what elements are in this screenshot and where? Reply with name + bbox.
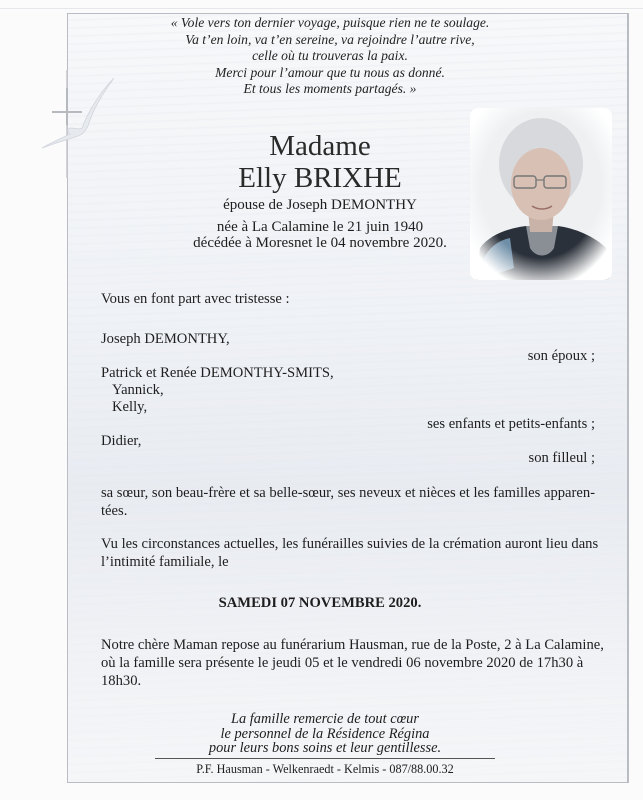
poem-line: Merci pour l’amour que tu nous as donné. bbox=[215, 64, 445, 80]
funeral-line: l’intimité familiale, le bbox=[101, 554, 229, 570]
poem-line: Et tous les moments partagés. » bbox=[243, 81, 417, 96]
spouse-line: épouse de Joseph DEMONTHY bbox=[223, 197, 417, 213]
top-rule bbox=[0, 8, 643, 9]
portrait-illustration bbox=[470, 108, 612, 280]
funeral-home: P.F. Hausman - Welkenraedt - Kelmis - 087/88.00.32 bbox=[196, 762, 454, 776]
deceased-name: Elly BRIXHE bbox=[238, 162, 402, 194]
relation-label: son époux ; bbox=[527, 348, 595, 364]
portrait-photo bbox=[470, 108, 612, 280]
relation-name: Joseph DEMONTHY, bbox=[101, 331, 230, 347]
footer-divider bbox=[155, 758, 495, 759]
deceased-title: Madame bbox=[269, 130, 371, 162]
thanks-line: La famille remercie de tout cœur bbox=[231, 711, 419, 727]
relation-name: Patrick et Renée DEMONTHY-SMITS, bbox=[101, 365, 334, 381]
relation-label: son filleul ; bbox=[528, 450, 595, 466]
funeral-date: SAMEDI 07 NOVEMBRE 2020. bbox=[218, 595, 422, 611]
relation-name: Kelly, bbox=[112, 399, 148, 415]
relation-label: ses enfants et petits-enfants ; bbox=[427, 416, 595, 432]
seagull-icon bbox=[18, 72, 128, 172]
visitation-line: Notre chère Maman repose au funérarium Hausman, rue de la Poste, 2 à La Calamine, bbox=[101, 637, 604, 653]
poem-line: celle où tu trouveras la paix. bbox=[252, 48, 408, 63]
visitation-line: 18h30. bbox=[101, 673, 142, 689]
poem-line: Va t’en loin, va t’en sereine, va rejoindre l’autre rive, bbox=[185, 31, 475, 47]
thanks-block bbox=[150, 712, 500, 756]
extended-family-line: tées. bbox=[101, 503, 128, 519]
birth-line: née à La Calamine le 21 juin 1940 bbox=[216, 219, 424, 235]
visitation-line: où la famille sera présente le jeudi 05 et le vendredi 06 novembre 2020 de 17h30 à bbox=[101, 655, 584, 671]
death-line: décédée à Moresnet le 04 novembre 2020. bbox=[193, 235, 447, 251]
thanks-line: le personnel de la Résidence Régina bbox=[220, 725, 430, 742]
poem bbox=[150, 15, 510, 98]
relation-name: Didier, bbox=[101, 433, 142, 449]
extended-family-line: sa sœur, son beau-frère et sa belle-sœur, ses neveux et nièces et les familles apparen- bbox=[101, 485, 596, 501]
intro-line: Vous en font part avec tristesse : bbox=[101, 291, 290, 307]
relation-name: Yannick, bbox=[112, 382, 164, 398]
thanks-line: pour leurs bons soins et leur gentillesse. bbox=[208, 740, 442, 756]
funeral-line: Vu les circonstances actuelles, les funérailles suivies de la crémation auront lieu dans bbox=[101, 536, 599, 552]
poem-line: « Vole vers ton dernier voyage, puisque rien ne te soulage. bbox=[170, 15, 490, 30]
